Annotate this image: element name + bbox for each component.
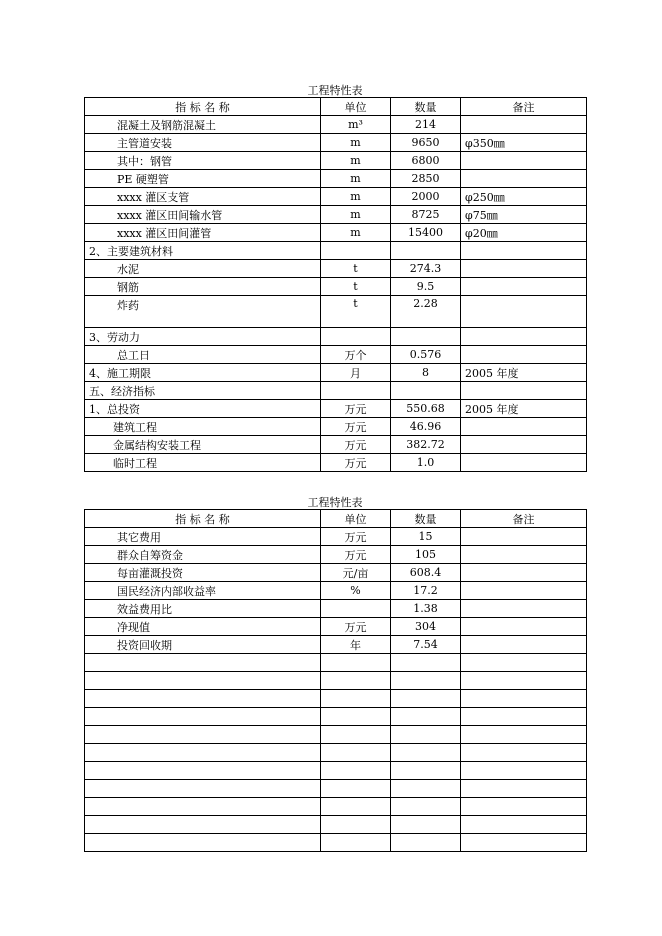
empty-cell	[391, 708, 461, 726]
header-name: 指 标 名 称	[85, 510, 321, 528]
empty-cell	[461, 798, 587, 816]
row-unit-cell: m	[321, 170, 391, 188]
row-unit-cell: 万元	[321, 546, 391, 564]
empty-cell	[85, 816, 321, 834]
row-note-cell	[461, 170, 587, 188]
row-qty-cell: 17.2	[391, 582, 461, 600]
empty-cell	[85, 726, 321, 744]
row-name-cell: 建筑工程	[85, 418, 321, 436]
empty-cell	[461, 708, 587, 726]
row-unit-cell: m	[321, 134, 391, 152]
row-unit-cell: 万元	[321, 618, 391, 636]
header-note: 备注	[461, 510, 587, 528]
row-name-cell: xxxx 灌区田间灌管	[85, 224, 321, 242]
table1	[84, 97, 587, 472]
row-name-cell: PE 硬塑管	[85, 170, 321, 188]
table-row	[85, 260, 587, 278]
table-row	[85, 564, 587, 582]
row-unit-cell: 万元	[321, 400, 391, 418]
empty-table-row	[85, 780, 587, 798]
row-qty-cell: 2850	[391, 170, 461, 188]
header-qty: 数量	[391, 98, 461, 116]
header-unit: 单位	[321, 98, 391, 116]
table-row	[85, 382, 587, 400]
row-unit-cell: 月	[321, 364, 391, 382]
row-name-cell: 1、总投资	[85, 400, 321, 418]
table-row	[85, 636, 587, 654]
empty-cell	[321, 672, 391, 690]
row-qty-cell	[391, 328, 461, 346]
row-qty-cell: 214	[391, 116, 461, 134]
row-note-cell	[461, 346, 587, 364]
row-unit-cell	[321, 382, 391, 400]
row-qty-cell: 0.576	[391, 346, 461, 364]
row-name-cell: 五、经济指标	[85, 382, 321, 400]
empty-cell	[85, 834, 321, 852]
row-name-cell: 炸药	[85, 296, 321, 328]
empty-cell	[85, 708, 321, 726]
row-note-cell	[461, 296, 587, 328]
row-qty-cell: 9650	[391, 134, 461, 152]
row-name-cell: 2、主要建筑材料	[85, 242, 321, 260]
row-unit-cell: m	[321, 188, 391, 206]
table-row	[85, 582, 587, 600]
row-unit-cell: m³	[321, 116, 391, 134]
table2-header-row	[85, 510, 587, 528]
empty-cell	[85, 654, 321, 672]
row-note-cell	[461, 418, 587, 436]
row-qty-cell: 274.3	[391, 260, 461, 278]
table-row	[85, 224, 587, 242]
row-name-cell: 总工日	[85, 346, 321, 364]
row-note-cell	[461, 546, 587, 564]
row-qty-cell: 382.72	[391, 436, 461, 454]
empty-table-row	[85, 798, 587, 816]
table-row	[85, 296, 587, 328]
header-note: 备注	[461, 98, 587, 116]
table-row	[85, 242, 587, 260]
empty-table-row	[85, 690, 587, 708]
row-note-cell: φ350㎜	[461, 134, 587, 152]
table-row	[85, 170, 587, 188]
empty-cell	[85, 744, 321, 762]
table1-header-row	[85, 98, 587, 116]
empty-cell	[85, 672, 321, 690]
row-name-cell: xxxx 灌区田间输水管	[85, 206, 321, 224]
row-note-cell	[461, 636, 587, 654]
header-qty: 数量	[391, 510, 461, 528]
row-qty-cell: 608.4	[391, 564, 461, 582]
row-name-cell: 金属结构安装工程	[85, 436, 321, 454]
row-name-cell: 每亩灌溉投资	[85, 564, 321, 582]
row-qty-cell: 8	[391, 364, 461, 382]
row-name-cell: 其它费用	[85, 528, 321, 546]
empty-cell	[391, 744, 461, 762]
table-row	[85, 546, 587, 564]
header-name: 指 标 名 称	[85, 98, 321, 116]
empty-cell	[461, 762, 587, 780]
empty-cell	[85, 690, 321, 708]
table-row	[85, 418, 587, 436]
table-row	[85, 206, 587, 224]
empty-cell	[321, 780, 391, 798]
table-row	[85, 346, 587, 364]
row-unit-cell: 万元	[321, 454, 391, 472]
row-note-cell	[461, 328, 587, 346]
row-unit-cell: 年	[321, 636, 391, 654]
row-name-cell: 混凝土及钢筋混凝土	[85, 116, 321, 134]
table2-title: 工程特性表	[307, 496, 363, 509]
table-row	[85, 134, 587, 152]
row-qty-cell: 2000	[391, 188, 461, 206]
empty-cell	[85, 762, 321, 780]
empty-table-row	[85, 834, 587, 852]
empty-cell	[321, 726, 391, 744]
empty-cell	[461, 780, 587, 798]
row-qty-cell: 46.96	[391, 418, 461, 436]
row-qty-cell: 6800	[391, 152, 461, 170]
row-qty-cell: 105	[391, 546, 461, 564]
row-note-cell	[461, 116, 587, 134]
empty-cell	[321, 654, 391, 672]
empty-cell	[321, 744, 391, 762]
row-unit-cell	[321, 328, 391, 346]
empty-table-row	[85, 654, 587, 672]
row-note-cell	[461, 600, 587, 618]
table-row	[85, 152, 587, 170]
row-name-cell: 3、劳动力	[85, 328, 321, 346]
row-name-cell: 国民经济内部收益率	[85, 582, 321, 600]
row-unit-cell: 万元	[321, 436, 391, 454]
row-unit-cell: t	[321, 278, 391, 296]
table-row	[85, 278, 587, 296]
row-qty-cell	[391, 382, 461, 400]
table-row	[85, 454, 587, 472]
row-qty-cell: 1.0	[391, 454, 461, 472]
row-unit-cell: 万元	[321, 528, 391, 546]
row-name-cell: 其中：钢管	[85, 152, 321, 170]
row-note-cell	[461, 278, 587, 296]
row-unit-cell: 元/亩	[321, 564, 391, 582]
row-qty-cell	[391, 242, 461, 260]
row-name-cell: 钢筋	[85, 278, 321, 296]
empty-cell	[461, 672, 587, 690]
row-note-cell	[461, 582, 587, 600]
empty-cell	[461, 816, 587, 834]
empty-cell	[391, 726, 461, 744]
table-row	[85, 188, 587, 206]
table-row	[85, 364, 587, 382]
row-qty-cell: 7.54	[391, 636, 461, 654]
row-unit-cell: t	[321, 296, 391, 328]
table2	[84, 509, 587, 852]
row-name-cell: 净现值	[85, 618, 321, 636]
empty-cell	[461, 834, 587, 852]
empty-cell	[391, 654, 461, 672]
table-row	[85, 400, 587, 418]
empty-table-row	[85, 762, 587, 780]
empty-table-row	[85, 744, 587, 762]
table-row	[85, 528, 587, 546]
table1-title: 工程特性表	[307, 84, 363, 97]
empty-cell	[391, 762, 461, 780]
row-unit-cell: m	[321, 152, 391, 170]
table-row	[85, 436, 587, 454]
empty-table-row	[85, 816, 587, 834]
empty-cell	[461, 744, 587, 762]
row-name-cell: 群众自筹资金	[85, 546, 321, 564]
empty-table-row	[85, 726, 587, 744]
row-qty-cell: 15400	[391, 224, 461, 242]
row-unit-cell	[321, 600, 391, 618]
row-unit-cell: %	[321, 582, 391, 600]
row-note-cell	[461, 618, 587, 636]
row-note-cell: 2005 年度	[461, 364, 587, 382]
row-qty-cell: 8725	[391, 206, 461, 224]
row-name-cell: 4、施工期限	[85, 364, 321, 382]
row-qty-cell: 304	[391, 618, 461, 636]
row-qty-cell: 550.68	[391, 400, 461, 418]
empty-cell	[391, 672, 461, 690]
row-note-cell: φ75㎜	[461, 206, 587, 224]
empty-cell	[321, 834, 391, 852]
table-row	[85, 618, 587, 636]
row-unit-cell: t	[321, 260, 391, 278]
row-note-cell	[461, 382, 587, 400]
row-note-cell	[461, 454, 587, 472]
row-note-cell	[461, 152, 587, 170]
row-unit-cell: 万个	[321, 346, 391, 364]
row-note-cell: φ20㎜	[461, 224, 587, 242]
empty-cell	[85, 780, 321, 798]
empty-cell	[321, 762, 391, 780]
empty-cell	[85, 798, 321, 816]
empty-cell	[391, 834, 461, 852]
row-name-cell: 水泥	[85, 260, 321, 278]
row-unit-cell: 万元	[321, 418, 391, 436]
row-note-cell	[461, 528, 587, 546]
row-note-cell	[461, 564, 587, 582]
row-note-cell	[461, 242, 587, 260]
row-unit-cell: m	[321, 224, 391, 242]
empty-table-row	[85, 708, 587, 726]
empty-cell	[391, 816, 461, 834]
row-qty-cell: 1.38	[391, 600, 461, 618]
empty-table-row	[85, 672, 587, 690]
row-note-cell: φ250㎜	[461, 188, 587, 206]
empty-cell	[321, 798, 391, 816]
row-name-cell: 效益费用比	[85, 600, 321, 618]
row-name-cell: 主管道安装	[85, 134, 321, 152]
row-note-cell	[461, 436, 587, 454]
row-unit-cell	[321, 242, 391, 260]
empty-cell	[391, 690, 461, 708]
empty-cell	[391, 780, 461, 798]
row-name-cell: xxxx 灌区支管	[85, 188, 321, 206]
row-note-cell: 2005 年度	[461, 400, 587, 418]
table-row	[85, 116, 587, 134]
row-note-cell	[461, 260, 587, 278]
empty-cell	[391, 798, 461, 816]
empty-cell	[321, 816, 391, 834]
row-name-cell: 投资回收期	[85, 636, 321, 654]
empty-cell	[461, 690, 587, 708]
row-qty-cell: 9.5	[391, 278, 461, 296]
row-qty-cell: 2.28	[391, 296, 461, 328]
row-name-cell: 临时工程	[85, 454, 321, 472]
empty-cell	[461, 654, 587, 672]
header-unit: 单位	[321, 510, 391, 528]
empty-cell	[321, 690, 391, 708]
empty-cell	[321, 708, 391, 726]
row-qty-cell: 15	[391, 528, 461, 546]
table-row	[85, 600, 587, 618]
table-row	[85, 328, 587, 346]
row-unit-cell: m	[321, 206, 391, 224]
empty-cell	[461, 726, 587, 744]
